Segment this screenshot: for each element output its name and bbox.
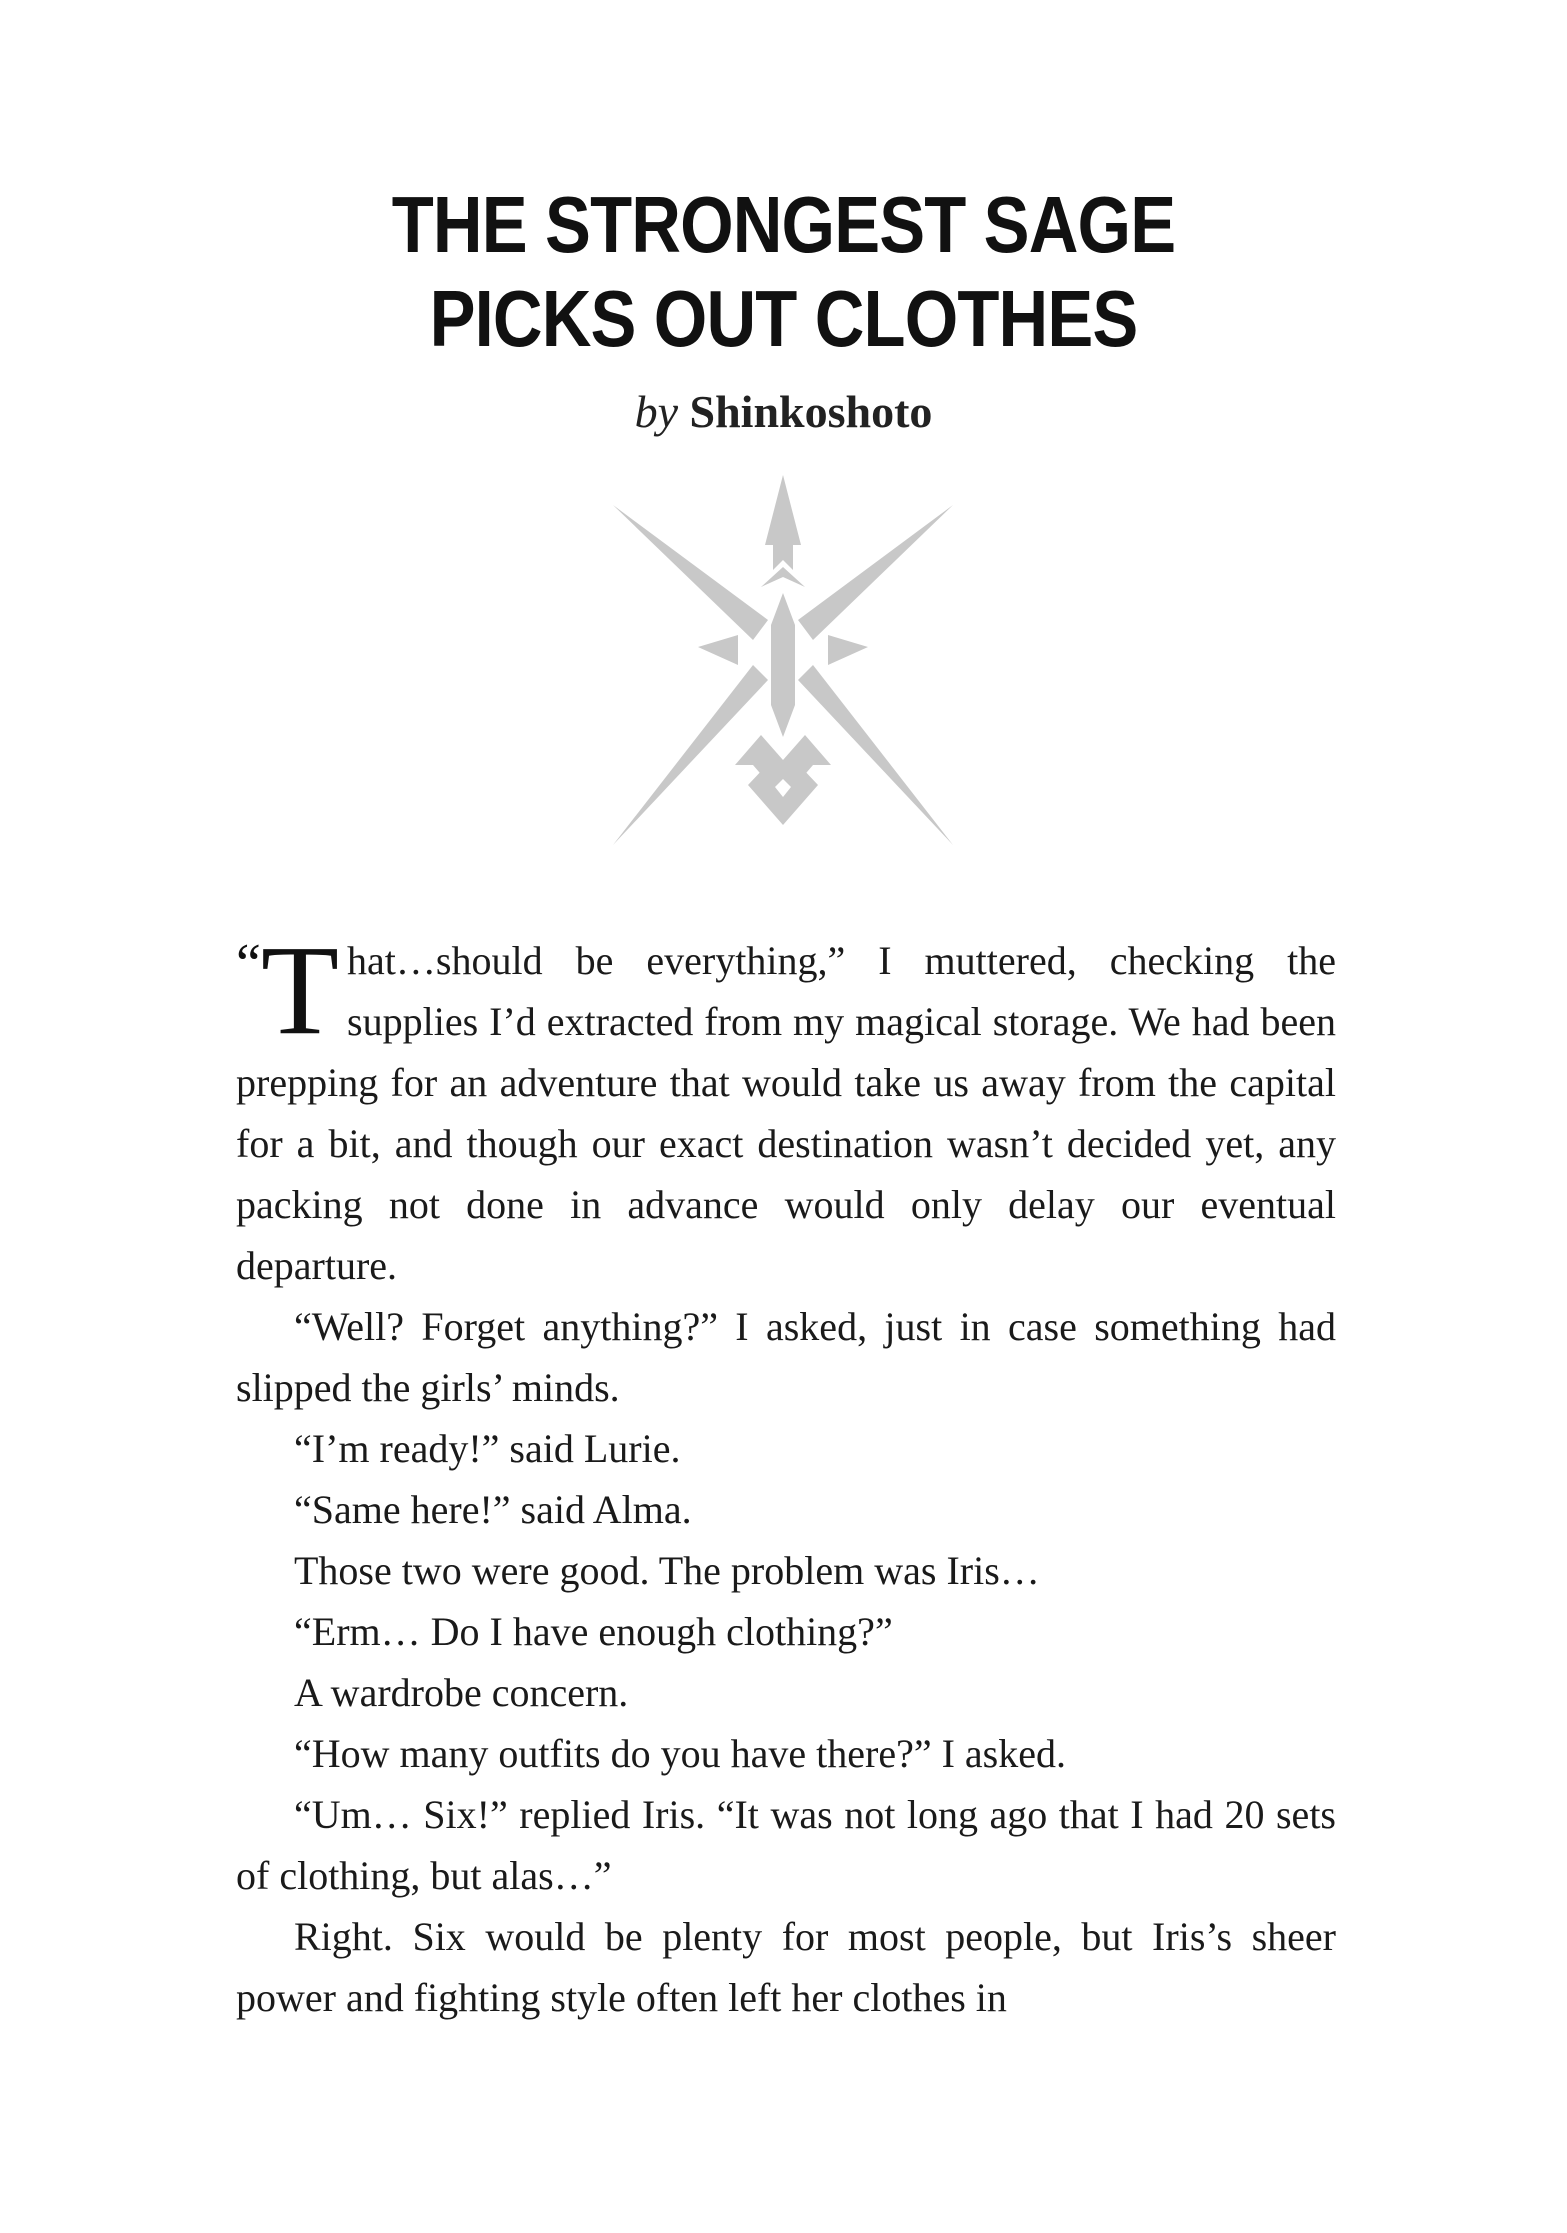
paragraph-1-text: hat…should be everything,” I muttered, checking the supplies I’d extracted from my magical storage. We had been prepping for an adventure that would take us away from the capital for a bit, and though our exact destination wasn’t decided yet, any packing not done in advance would only delay our eventual departure. — [236, 938, 1336, 1288]
paragraph-1 — [236, 919, 1336, 1296]
chapter-title — [0, 178, 1567, 366]
drop-cap — [236, 919, 340, 1061]
paragraph-6: “Erm… Do I have enough clothing?” — [294, 1609, 893, 1654]
byline-by: by — [634, 386, 678, 437]
drop-cap-quote: “ — [236, 933, 261, 995]
paragraph-9: “Um… Six!” replied Iris. “It was not long ago that I had 20 sets of clothing, but alas…” — [236, 1792, 1336, 1898]
eight-point-star-emblem-icon — [613, 475, 953, 845]
chapter-title-line-2: PICKS OUT CLOTHES — [429, 274, 1138, 363]
chapter-body — [236, 919, 1336, 2028]
byline-author: Shinkoshoto — [689, 386, 933, 437]
byline — [0, 384, 1567, 440]
paragraph-10: Right. Six would be plenty for most people, but Iris’s sheer power and fighting style often left her clothes in — [236, 1914, 1336, 2020]
paragraph-3: “I’m ready!” said Lurie. — [294, 1426, 681, 1471]
paragraph-2: “Well? Forget anything?” I asked, just in case something had slipped the girls’ minds. — [236, 1304, 1336, 1410]
paragraph-7: A wardrobe concern. — [294, 1670, 629, 1715]
drop-cap-letter: T — [260, 919, 340, 1061]
paragraph-4: “Same here!” said Alma. — [294, 1487, 692, 1532]
chapter-title-line-1: THE STRONGEST SAGE — [391, 180, 1176, 269]
paragraph-8: “How many outfits do you have there?” I asked. — [294, 1731, 1066, 1776]
paragraph-5: Those two were good. The problem was Iris… — [294, 1548, 1040, 1593]
